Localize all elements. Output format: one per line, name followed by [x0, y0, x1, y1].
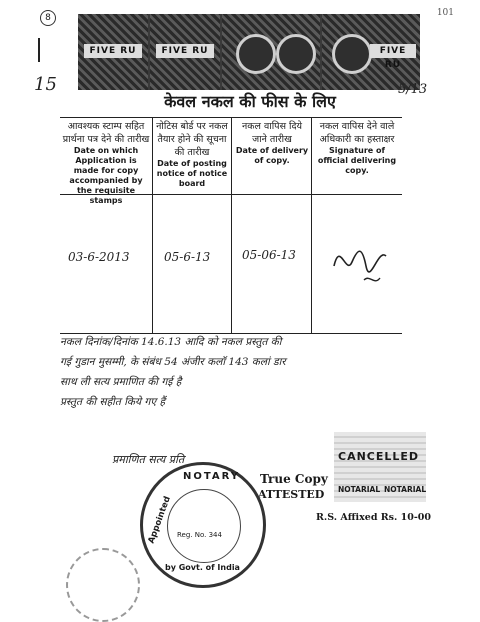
column-header [154, 120, 230, 189]
revenue-stamp [150, 14, 220, 90]
column-header [62, 120, 150, 206]
column-header-english: Date of posting notice of notice board [156, 159, 228, 188]
notary-seal-reg-number: Reg. No. 344 [177, 531, 222, 539]
column-header [314, 120, 400, 176]
cancelled-notarial-stamps [334, 432, 426, 502]
notary-seal-left-text: Appointed [146, 495, 173, 545]
attested-stamp: ATTESTED [258, 488, 325, 501]
stamp-label: FIVE RU [84, 44, 142, 58]
stamp-label: FIVE RU [370, 44, 416, 58]
notary-seal-inner-ring [167, 489, 241, 563]
column-header-hindi: नकल वापिस दिये जाने तारीख [241, 121, 303, 145]
handwritten-note [60, 332, 456, 412]
stamp-coin-icon [332, 34, 372, 74]
stamp-coin-icon [276, 34, 316, 74]
top-right-scribble: 5/13 [398, 82, 428, 97]
official-signature [326, 236, 396, 296]
column-header [234, 120, 310, 166]
notarial-label-right: NOTARIAL [384, 485, 427, 494]
note-line: गई गुडान मुसम्मी, के संबंध 54 अंजीर कलॉ 143 कलां डार [60, 356, 286, 368]
column-header-hindi: आवश्यक स्टाम्प सहित प्रार्थना पत्र देने की तारीख [62, 121, 150, 145]
notary-seal-bottom-text: by Govt. of India [165, 563, 240, 572]
attestation-handwriting: प्रमाणित सत्य प्रति [112, 453, 185, 466]
stamp-label: FIVE RU [156, 44, 214, 58]
column-header-hindi: नकल वापिस देने वाले अधिकारी का हस्ताक्षर [319, 121, 395, 145]
revenue-stamps-strip [78, 14, 420, 90]
table-divider [311, 118, 312, 333]
note-line: नकल दिनांक/दिनांक 14.6.13 आदि को नकल प्रस्तुत की [60, 336, 282, 348]
notary-seal [140, 462, 266, 588]
page-title: केवल नकल की फीस के लिए [164, 92, 336, 111]
table-divider [152, 118, 153, 333]
cancelled-label: CANCELLED [338, 450, 420, 463]
margin-mark: 15 [34, 74, 57, 95]
column-header-english: Date on which Application is made for copy accompanied by the requisite stamps [69, 146, 143, 205]
revenue-stamp [322, 14, 420, 90]
true-copy-stamp: True Copy [260, 472, 328, 486]
posting-date: 05-6-13 [164, 250, 211, 264]
notarial-label-left: NOTARIAL [338, 485, 381, 494]
margin-tick [38, 38, 40, 62]
note-line: प्रस्तुत की सहीत किये गए हैं [60, 396, 166, 408]
delivery-date: 05-06-13 [242, 248, 296, 262]
revenue-stamp [78, 14, 148, 90]
copy-fee-table [60, 117, 402, 334]
stamp-affixed-note: R.S. Affixed Rs. 10-00 [316, 512, 432, 523]
note-line: साथ ली सत्य प्रमाणित की गई है [60, 376, 182, 388]
faint-round-seal [66, 548, 140, 622]
revenue-stamp [222, 14, 320, 90]
column-header-hindi: नोटिस बोर्ड पर नकल तैयार होने की सूचना की तारीख [156, 121, 228, 158]
page-number: 101 [436, 8, 454, 18]
notary-seal-top-text: NOTARY [183, 471, 241, 482]
table-divider [231, 118, 232, 333]
stamp-coin-icon [236, 34, 276, 74]
application-date: 03-6-2013 [68, 250, 130, 264]
column-header-english: Date of delivery of copy. [235, 146, 309, 165]
circled-page-number: 8 [40, 10, 56, 26]
column-header-english: Signature of official delivering copy. [317, 146, 397, 175]
